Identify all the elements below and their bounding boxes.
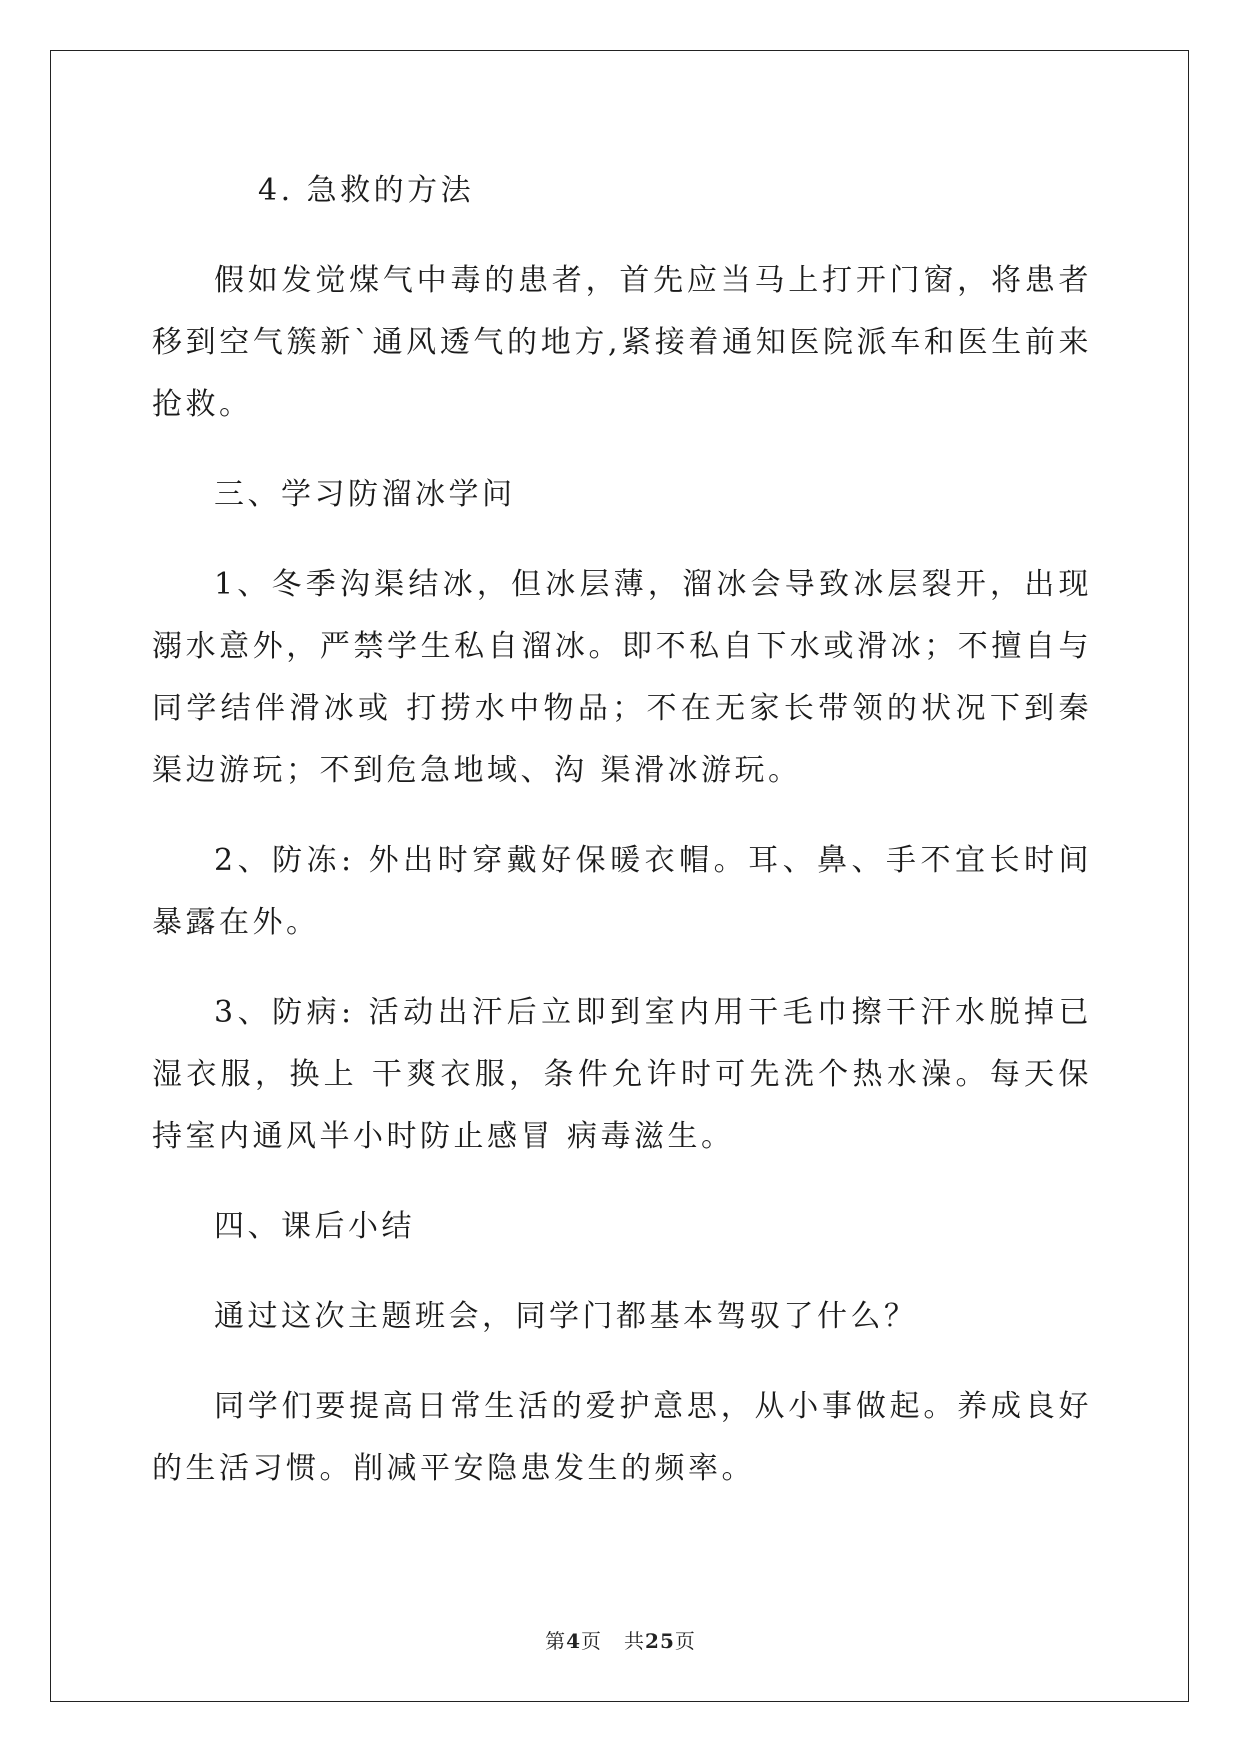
page-number: 4 <box>566 1629 582 1653</box>
paragraph-gas-poisoning: 假如发觉煤气中毒的患者，首先应当马上打开门窗，将患者移到空气簇新`通风透气的地方,紧接着通知医院派车和医生前来抢救。 <box>152 263 1092 422</box>
paragraph-summary-conclusion: 同学们要提高日常生活的爱护意思，从小事做起。养成良好的生活习惯。削减平安隐患发生的频率。 <box>152 1389 1092 1486</box>
page-prefix: 第 <box>545 1629 567 1653</box>
heading-section-three: 三、学习防溜冰学问 <box>214 477 516 512</box>
paragraph-summary-question: 通过这次主题班会，同学门都基本驾驭了什么？ <box>214 1299 918 1334</box>
total-prefix: 共 <box>624 1629 646 1653</box>
total-suffix: 页 <box>674 1629 696 1653</box>
paragraph-ice-safety: 1、冬季沟渠结冰，但冰层薄，溜冰会导致冰层裂开，出现溺水意外，严禁学生私自溜冰。即不私自下水或滑冰；不擅自与同学结伴滑冰或 打捞水中物品；不在无家长带领的状况下到秦渠边游玩；不到危急地域、沟 渠滑冰游玩。 <box>152 567 1092 788</box>
heading-first-aid-method: 4. 急救的方法 <box>258 173 475 208</box>
paragraph-illness-prevention: 3、防病: 活动出汗后立即到室内用干毛巾擦干汗水脱掉已湿衣服，换上 干爽衣服，条件允许时可先洗个热水澡。每天保持室内通风半小时防止感冒 病毒滋生。 <box>152 995 1092 1154</box>
heading-section-four: 四、课后小结 <box>214 1209 415 1244</box>
total-pages: 25 <box>645 1629 675 1653</box>
page-footer <box>0 1625 1241 1654</box>
page-suffix: 页 <box>581 1629 603 1653</box>
document-body <box>152 160 1092 1528</box>
paragraph-frost-prevention: 2、防冻: 外出时穿戴好保暖衣帽。耳、鼻、手不宜长时间暴露在外。 <box>152 843 1092 940</box>
